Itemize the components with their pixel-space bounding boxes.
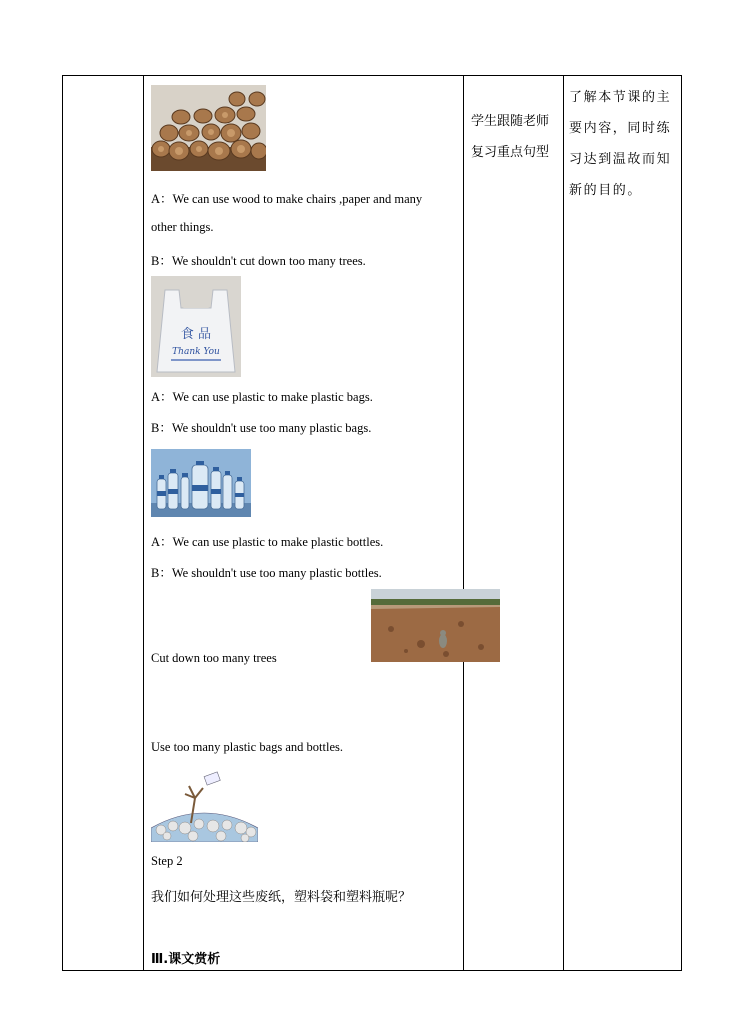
question-line: 我们如何处理这些废纸，塑料袋和塑料瓶呢？ (151, 890, 412, 905)
bottle-a-line: A：We can use plastic to make plastic bottles. (151, 535, 384, 549)
goal-text: 了解本节课的主要内容，同时练习达到温故而知新的目的。 (569, 90, 672, 198)
bag-text-thankyou: Thank You (172, 347, 220, 357)
wood-b-line: B：We shouldn't cut down too many trees. (151, 254, 366, 268)
use-plastic-caption: Use too many plastic bags and bottles. (151, 740, 343, 754)
wood-a-line1: A：We can use wood to make chairs ,paper and many (151, 192, 423, 206)
plastic-bottles-image (151, 449, 251, 517)
lesson-table (62, 75, 682, 971)
step2-label: Step 2 (151, 854, 183, 868)
wood-logs-image (151, 85, 266, 171)
activity-cell (463, 76, 563, 970)
section3-title: Ⅲ.课文赏析 (151, 952, 221, 967)
plastic-bag-image (151, 276, 241, 377)
wood-a-line2: other things. (151, 220, 214, 234)
bag-text-food: 食 品 (180, 327, 212, 342)
bag-a-line: A：We can use plastic to make plastic bags. (151, 390, 373, 404)
goal-cell (563, 76, 683, 970)
activity-text: 学生跟随老师复习重点句型 (471, 114, 550, 160)
polluted-earth-image (151, 768, 258, 842)
bag-b-line: B：We shouldn't use too many plastic bags. (151, 421, 372, 435)
content-cell (143, 76, 463, 970)
bottle-b-line: B：We shouldn't use too many plastic bottles. (151, 566, 382, 580)
cut-trees-caption: Cut down too many trees (151, 651, 277, 665)
